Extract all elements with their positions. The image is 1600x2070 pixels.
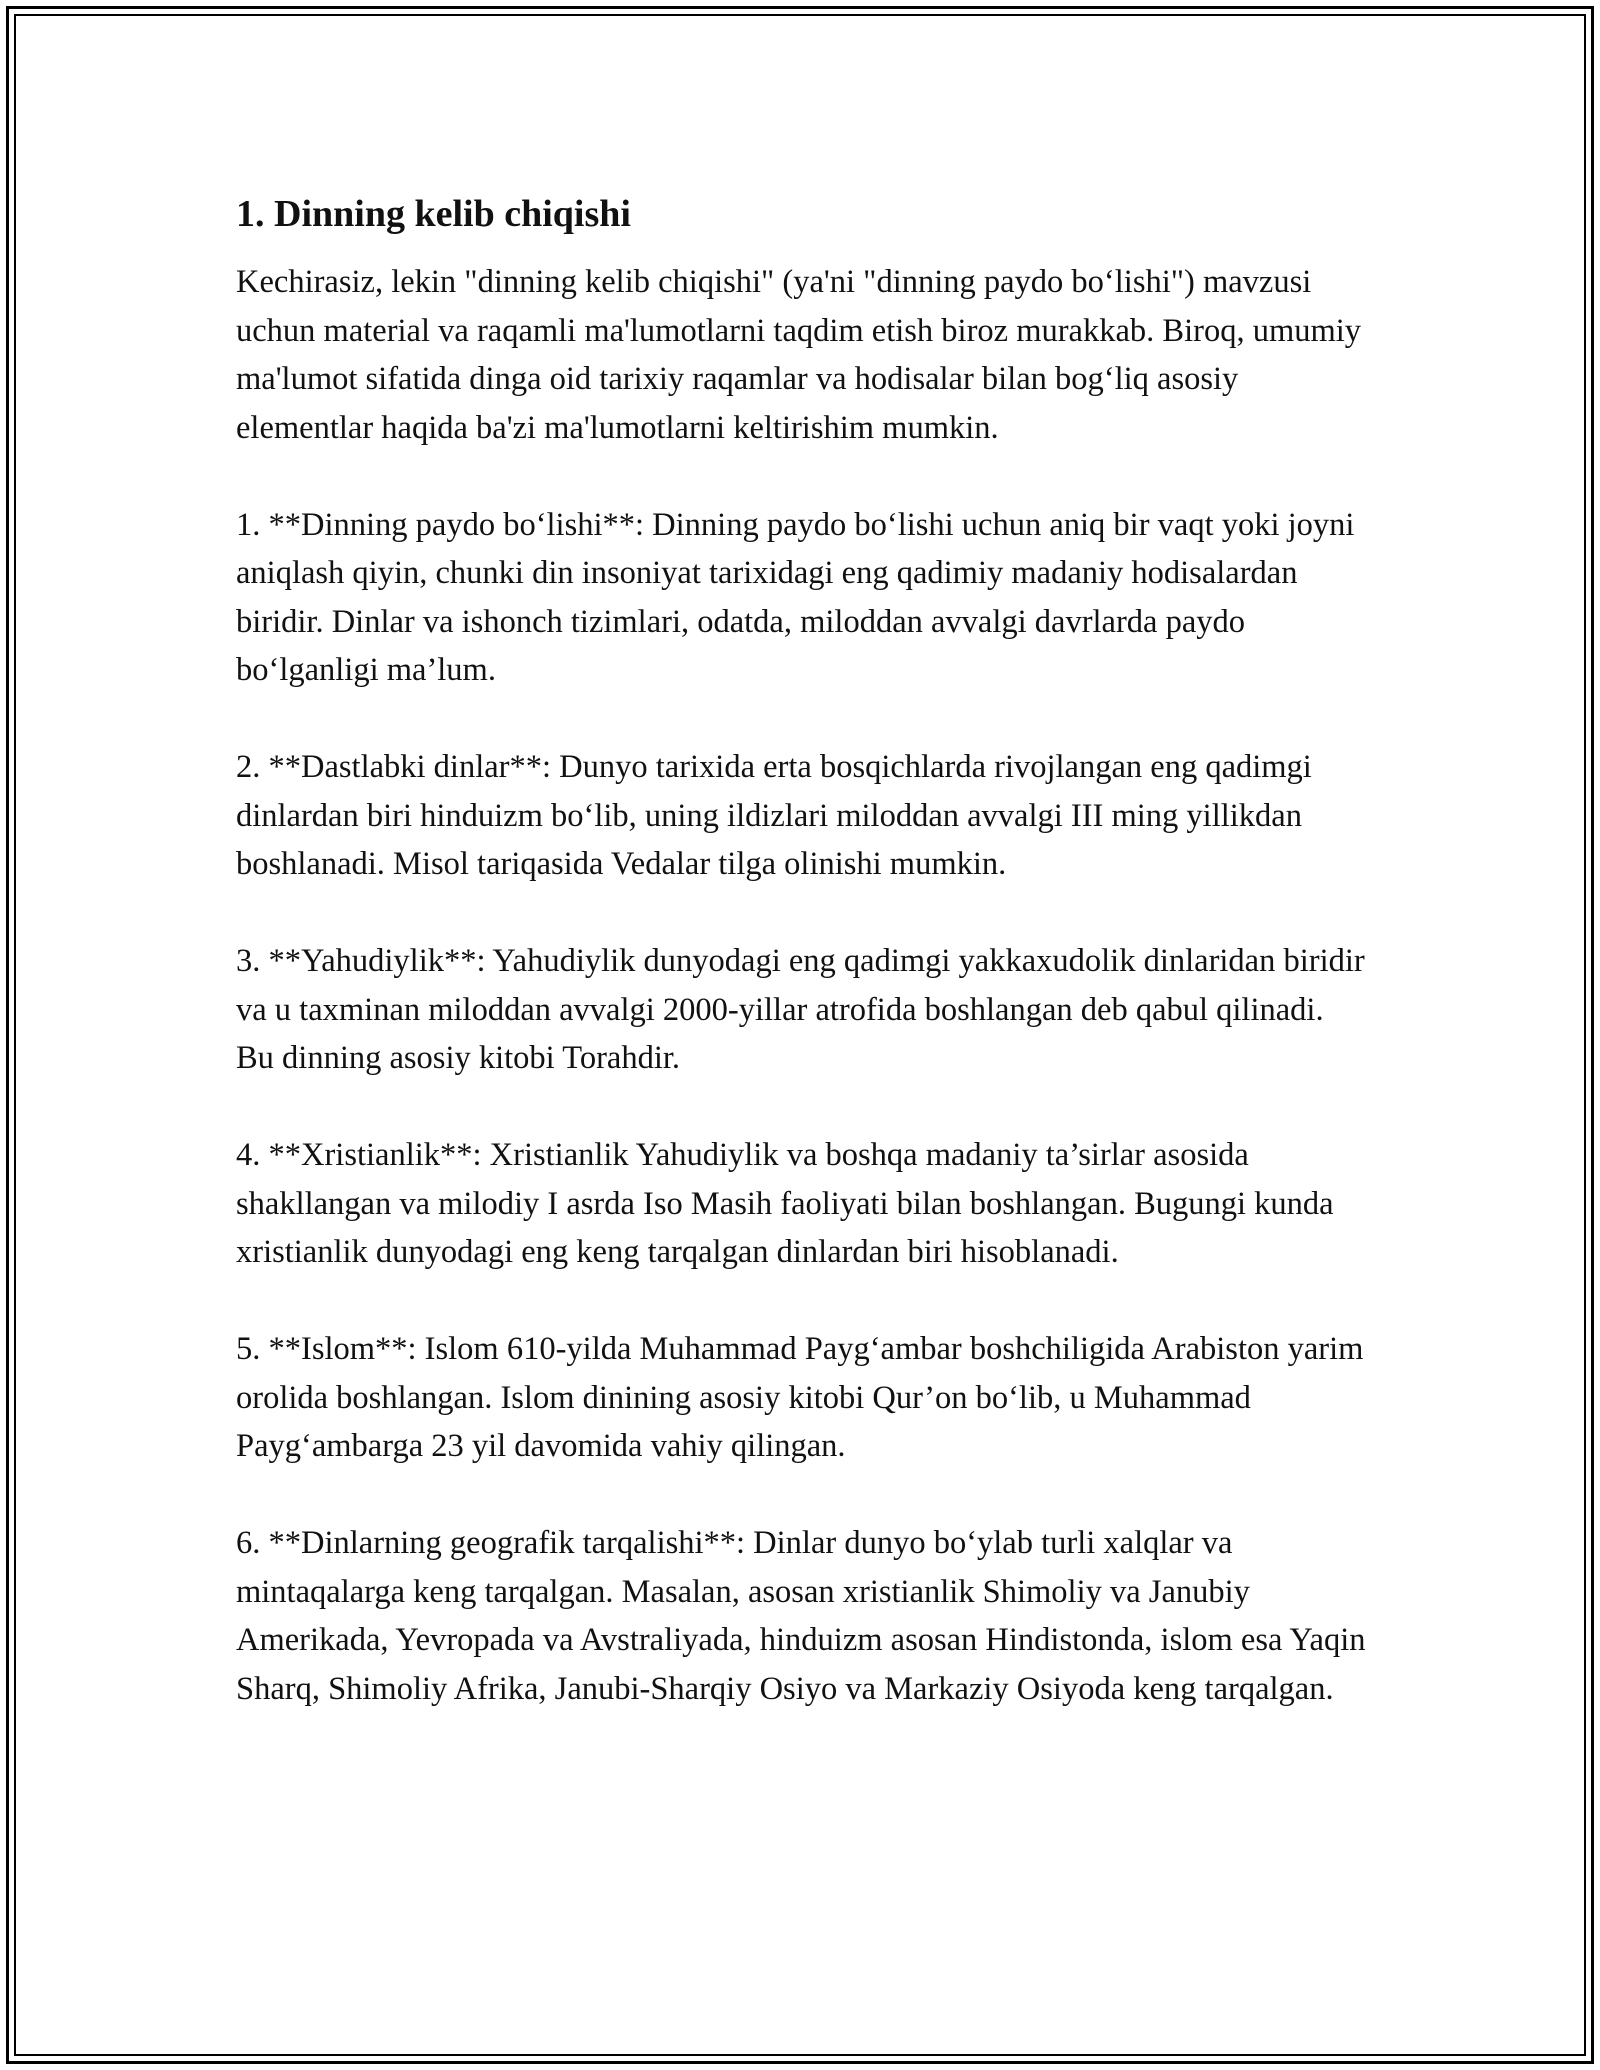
paragraph-item-3: 3. **Yahudiylik**: Yahudiylik dunyodagi eng qadimgi yakkaxudolik dinlaridan biridir va u taxminan miloddan avvalgi 2000-yillar atrofida boshlangan deb qabul qilinadi. Bu dinning asosiy kitobi Torahdir. xyxy=(236,943,1365,1076)
document-body xyxy=(236,188,1366,1762)
paragraph-intro: Kechirasiz, lekin "dinning kelib chiqishi" (ya'ni "dinning paydo bo‘lishi") mavzusi uchun material va raqamli ma'lumotlarni taqdim etish biroz murakkab. Biroq, umumiy ma'lumot sifatida dinga oid tarixiy raqamlar va hodisalar bilan bog‘liq asosiy elementlar haqida ba'zi ma'lumotlarni keltirishim mumkin. xyxy=(236,264,1362,446)
document-title: 1. Dinning kelib chiqishi xyxy=(236,193,631,235)
paragraph-item-6: 6. **Dinlarning geografik tarqalishi**: Dinlar dunyo bo‘ylab turli xalqlar va mintaqalarga keng tarqalgan. Masalan, asosan xristianlik Shimoliy va Janubiy Amerikada, Yevropada va Avstraliyada, hinduizm asosan Hindistonda, islom esa Yaqin Sharq, Shimoliy Afrika, Janubi-Sharqiy Osiyo va Markaziy Osiyoda keng tarqalgan. xyxy=(236,1525,1366,1707)
paragraph-item-5: 5. **Islom**: Islom 610-yilda Muhammad Payg‘ambar boshchiligida Arabiston yarim orolida boshlangan. Islom dinining asosiy kitobi Qur’on bo‘lib, u Muhammad Payg‘ambarga 23 yil davomida vahiy qilingan. xyxy=(236,1331,1364,1464)
paragraph-item-1: 1. **Dinning paydo bo‘lishi**: Dinning paydo bo‘lishi uchun aniq bir vaqt yoki joyni aniqlash qiyin, chunki din insoniyat tarixidagi eng qadimiy madaniy hodisalardan biridir. Dinlar va ishonch tizimlari, odatda, miloddan avvalgi davrlarda paydo bo‘lganligi ma’lum. xyxy=(236,506,1355,688)
paragraph-item-2: 2. **Dastlabki dinlar**: Dunyo tarixida erta bosqichlarda rivojlangan eng qadimgi dinlardan biri hinduizm bo‘lib, uning ildizlari miloddan avvalgi III ming yillikdan boshlanadi. Misol tariqasida Vedalar tilga olinishi mumkin. xyxy=(236,749,1312,882)
paragraph-item-4: 4. **Xristianlik**: Xristianlik Yahudiylik va boshqa madaniy ta’sirlar asosida shakllangan va milodiy I asrda Iso Masih faoliyati bilan boshlangan. Bugungi kunda xristianlik dunyodagi eng keng tarqalgan dinlardan biri hisoblanadi. xyxy=(236,1137,1334,1270)
